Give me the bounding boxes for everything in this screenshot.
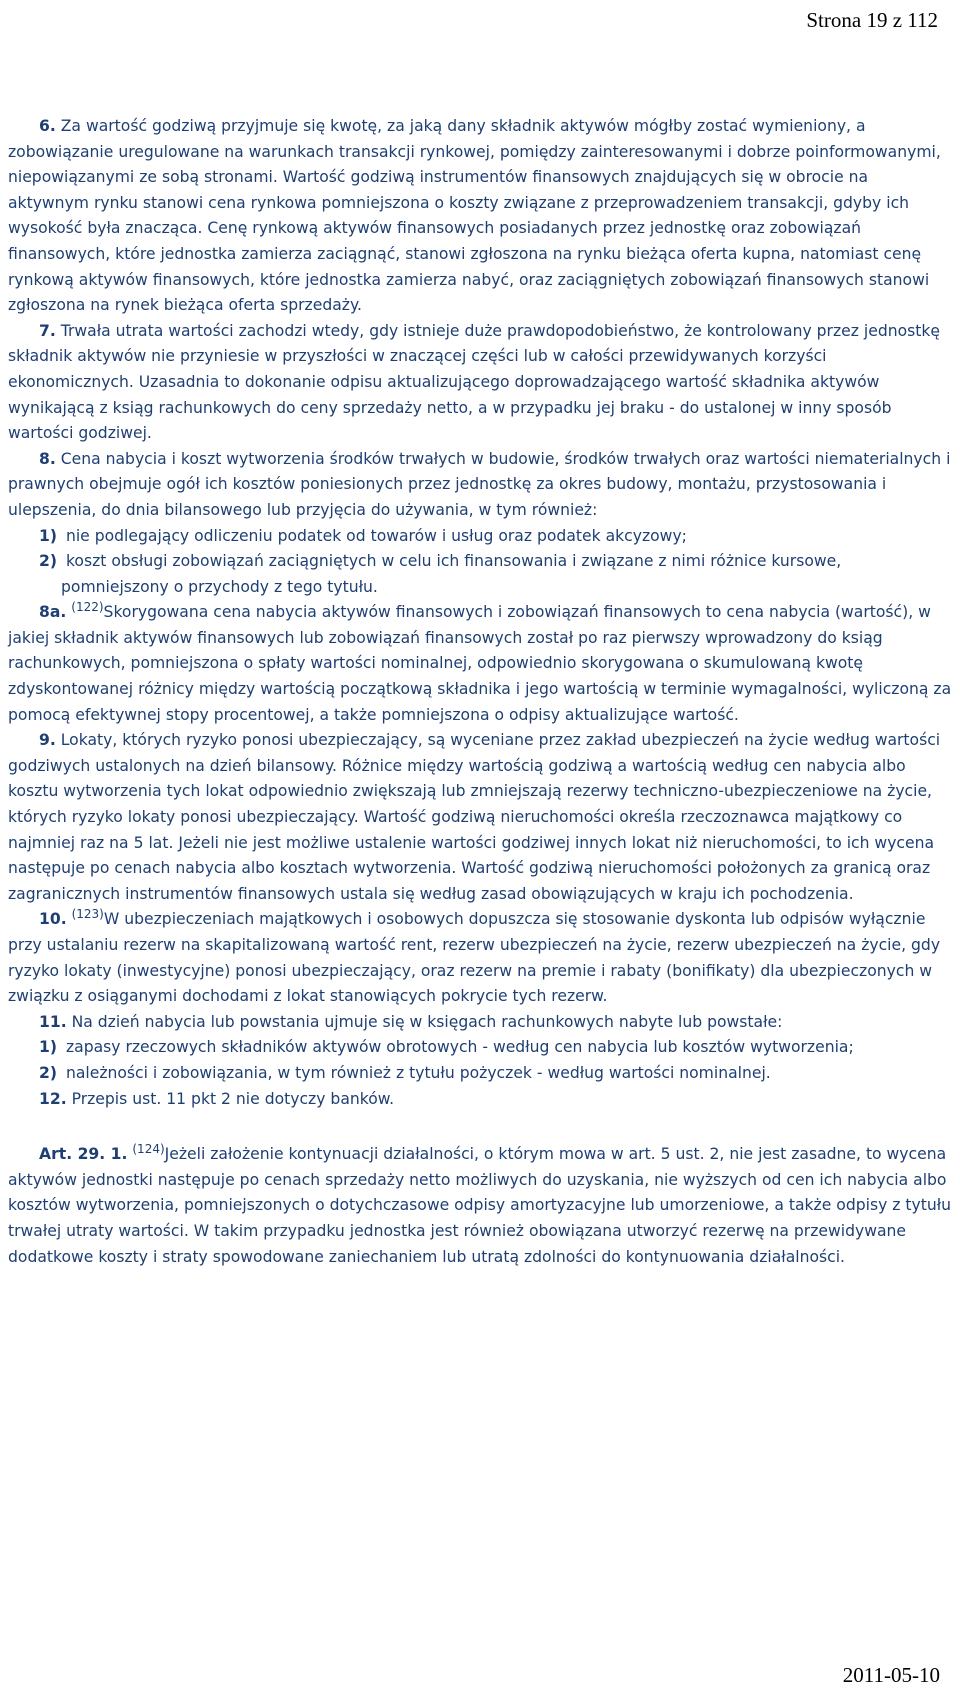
paragraph-text: Lokaty, których ryzyko ponosi ubezpieczający, są wyceniane przez zakład ubezpieczeń na życie według wartości godziwych ustalonych na dzień bilansowy. Różnice między wartością godziwą a wartością według cen nabycia albo kosztu wytworzenia tych lokat odpowiednio zwiększają lub zmniejszają rezerwy techniczno-ubezpieczeniowe na życie, których ryzyko lokaty ponosi ubezpieczający. Wartość godziwą nieruchomości określa rzeczoznawca majątkowy co najmniej raz na 5 lat. Jeżeli nie jest możliwe ustalenie wartości godziwej innych lokat niż nieruchomości, to ich wycena następuje po cenach nabycia albo kosztach wytworzenia. Wartość godziwą nieruchomości położonych za granicą oraz zagranicznych instrumentów finansowych ustala się według zasad obowiązujących w kraju ich pochodzenia. [8, 731, 941, 903]
footnote-reference: (122) [71, 600, 104, 615]
list-item [8, 1035, 952, 1061]
paragraph-7 [8, 319, 952, 447]
paragraph-highlight: Za wartość godziwą przyjmuje się kwotę, za jaką dany składnik aktywów mógłby zostać wymieniony, a zobowiązanie uregulowane na warunkach transakcji rynkowej, pomiędzy zainteresowanymi i dobrze poinformowanymi, niepowiązanymi ze sobą stronami. [8, 117, 941, 187]
paragraph-8 [8, 447, 952, 524]
article-number: Art. 29. 1. [39, 1145, 128, 1164]
paragraph-text: W ubezpieczeniach majątkowych i osobowych dopuszcza się stosowanie dyskonta lub odpisów wyłącznie przy ustalaniu rezerw na skapitalizowaną wartość rent, rezerw ubezpieczeń na życie, rezerw ubezpieczeń na życie, gdy ryzyko lokaty (inwestycyjne) ponosi ubezpieczający, oraz rezerw na premie i rabaty (bonifikaty) dla ubezpieczonych w związku z osiąganymi dochodami z lokat stanowiących pokrycie tych rezerw. [8, 910, 941, 1006]
list-item-number: 2) [39, 1063, 57, 1082]
list-item-text: koszt obsługi zobowiązań zaciągniętych w celu ich finansowania i związane z nimi różnice kursowe, pomniejszony o przychody z tego tytułu. [61, 552, 842, 596]
article-text: Jeżeli założenie kontynuacji działalności, o którym mowa w art. 5 ust. 2, nie jest zasadne, to wycena aktywów jednostki następuje po cenach sprzedaży netto możliwych do uzyskania, nie wyższych od cen ich nabycia albo kosztów wytworzenia, pomniejszonych o dotychczasowe odpisy amortyzacyjne lub umorzeniowe, a także odpisy z tytułu trwałej utraty wartości. W takim przypadku jednostka jest również obowiązana utworzyć rezerwę na przewidywane dodatkowe koszty i straty spowodowane zaniechaniem lub utratą zdolności do kontynuowania działalności. [8, 1145, 952, 1266]
list-item [8, 1061, 952, 1087]
paragraph-number: 7. [39, 321, 56, 340]
paragraph-number: 8. [39, 449, 56, 468]
paragraph-number: 9. [39, 731, 56, 750]
paragraph-number: 6. [39, 117, 56, 135]
paragraph-text: Na dzień nabycia lub powstania ujmuje się w księgach rachunkowych nabyte lub powstałe: [66, 1012, 783, 1031]
list-item-text: należności i zobowiązania, w tym również z tytułu pożyczek - według wartości nominalnej. [61, 1063, 771, 1082]
list-item-number: 1) [39, 1038, 57, 1057]
paragraph-text: Cena nabycia i koszt wytworzenia środków trwałych w budowie, środków trwałych oraz wartości niematerialnych i prawnych obejmuje ogół ich kosztów poniesionych przez jednostkę za okres budowy, montażu, przystosowania i ulepszenia, do dnia bilansowego lub przyjęcia do używania, w tym również: [8, 449, 951, 519]
footnote-reference: (123) [71, 907, 104, 922]
list-item-number: 2) [39, 552, 57, 571]
paragraph-11 [8, 1010, 952, 1036]
article-29 [8, 1142, 952, 1270]
spacer [8, 1112, 952, 1142]
paragraph-text: Skorygowana cena nabycia aktywów finansowych i zobowiązań finansowych to cena nabycia (wartość), w jakiej składnik aktywów finansowych lub zobowiązań finansowych został po raz pierwszy wprowadzony do ksiąg rachunkowych, pomniejszona o spłaty wartości nominalnej, odpowiednio skorygowana o skumulowaną kwotę zdyskontowanej różnicy między wartością początkową składnika i jego wartością w terminie wymagalności, wyliczoną za pomocą efektywnej stopy procentowej, a także pomniejszona o odpisy aktualizujące wartość. [8, 603, 952, 724]
paragraph-9 [8, 728, 952, 907]
footnote-reference: (124) [132, 1142, 165, 1157]
list-item-text: nie podlegający odliczeniu podatek od towarów i usług oraz podatek akcyzowy; [61, 526, 687, 545]
paragraph-number: 12. [39, 1089, 67, 1108]
list-item-text: zapasy rzeczowych składników aktywów obrotowych - według cen nabycia lub kosztów wytworzenia; [61, 1038, 854, 1057]
footer-date: 2011-05-10 [842, 1663, 940, 1687]
list-item [8, 524, 952, 550]
paragraph-number: 11. [39, 1012, 67, 1031]
paragraph-6 [8, 114, 952, 319]
paragraph-12 [8, 1087, 952, 1113]
paragraph-10 [8, 907, 952, 1009]
paragraph-text: Wartość godziwą instrumentów finansowych znajdujących się w obrocie na aktywnym rynku stanowi cena rynkowa pomniejszona o koszty związane z przeprowadzeniem transakcji, gdyby ich wysokość była znacząca. Cenę rynkową aktywów finansowych posiadanych przez jednostkę oraz zobowiązań finansowych, które jednostka zamierza zaciągnąć, stanowi zgłoszona na rynku bieżąca oferta kupna, natomiast cenę rynkową aktywów finansowych, które jednostka zamierza nabyć, oraz zaciągniętych zobowiązań finansowych stanowi zgłoszona na rynek bieżąca oferta sprzedaży. [8, 168, 930, 315]
paragraph-text: Przepis ust. 11 pkt 2 nie dotyczy banków. [66, 1089, 395, 1108]
paragraph-8a [8, 600, 952, 728]
document-body [8, 114, 952, 1270]
list-item-number: 1) [39, 526, 57, 545]
paragraph-number: 10. [39, 910, 67, 929]
paragraph-number: 8a. [39, 603, 67, 622]
page-number: Strona 19 z 112 [806, 8, 938, 32]
paragraph-text: Trwała utrata wartości zachodzi wtedy, gdy istnieje duże prawdopodobieństwo, że kontrolowany przez jednostkę składnik aktywów nie przyniesie w przyszłości w znaczącej części lub w całości przewidywanych korzyści ekonomicznych. Uzasadnia to dokonanie odpisu aktualizującego doprowadzającego wartość składnika aktywów wynikającą z ksiąg rachunkowych do ceny sprzedaży netto, a w przypadku jej braku - do ustalonej w inny sposób wartości godziwej. [8, 321, 941, 443]
list-item [8, 549, 952, 600]
